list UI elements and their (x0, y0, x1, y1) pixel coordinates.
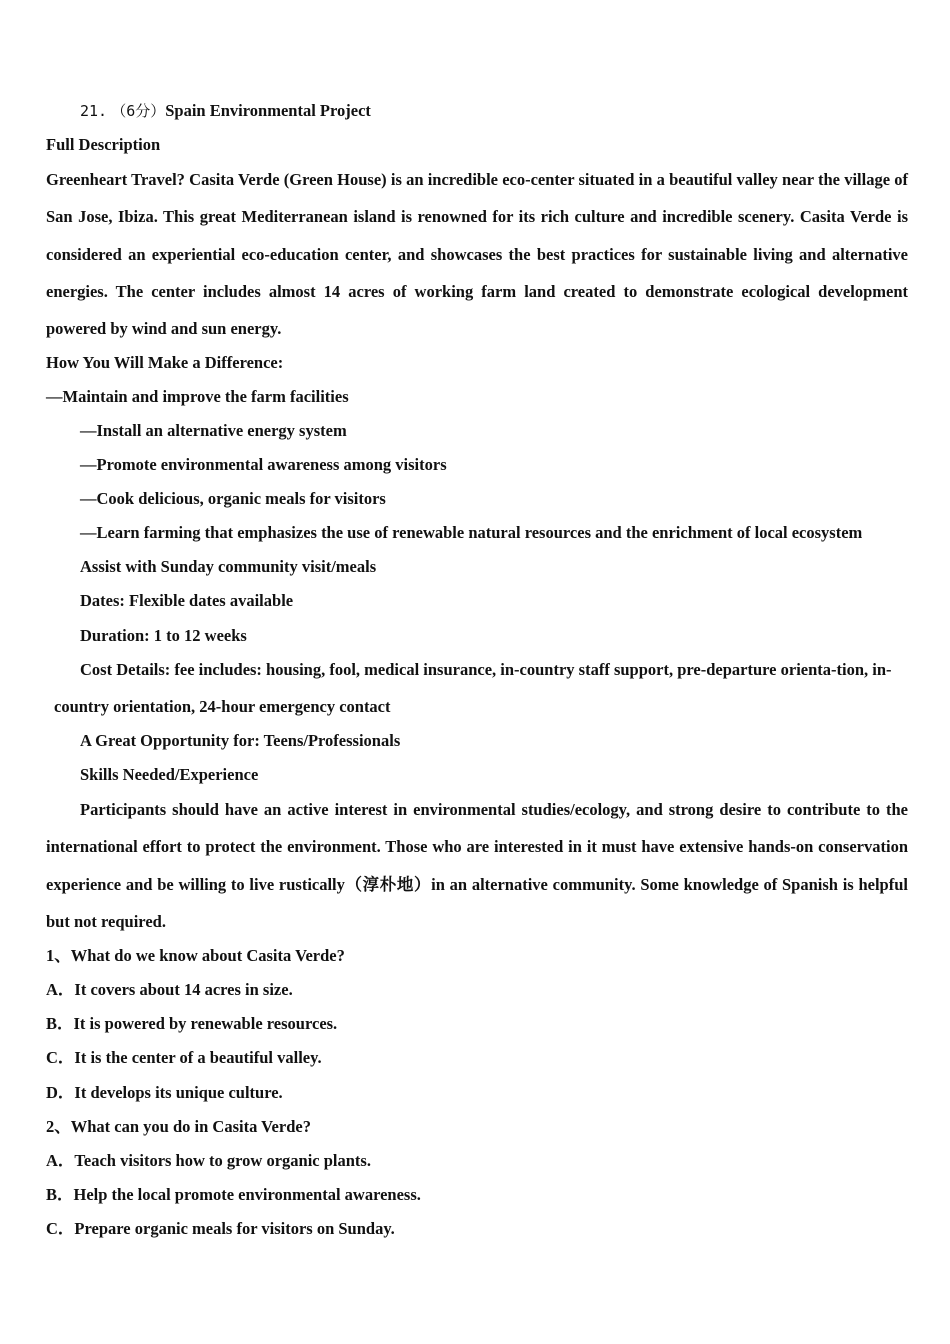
task-item: —Promote environmental awareness among visitors (80, 455, 447, 474)
question-1-option-c[interactable]: C．It is the center of a beautiful valley. (46, 1048, 322, 1067)
question-2-option-a[interactable]: A．Teach visitors how to grow organic plants. (46, 1151, 371, 1170)
duration-line: Duration: 1 to 12 weeks (80, 626, 247, 645)
question-points: （6分） (111, 102, 166, 120)
question-2-option-c[interactable]: C．Prepare organic meals for visitors on Sunday. (46, 1219, 395, 1238)
opportunity-line: A Great Opportunity for: Teens/Professionals (80, 731, 401, 750)
skills-heading: Skills Needed/Experience (80, 765, 259, 784)
question-1-option-b[interactable]: B．It is powered by renewable resources. (46, 1014, 338, 1033)
task-item: —Cook delicious, organic meals for visitors (80, 489, 386, 508)
skills-paragraph: Participants should have an active interest in environmental studies/ecology, and strong desire to contribute to the international effort to protect the environment. Those who are interested in it must have extensive hands-on conservation experience and be willing to live rustically（淳朴地）in an alternative community. Some knowledge of Spanish is helpful but not required. (46, 800, 908, 931)
question-2-stem: 2、What can you do in Casita Verde? (46, 1117, 311, 1136)
cost-details-continued: country orientation, 24-hour emergency contact (54, 697, 391, 716)
task-item: —Install an alternative energy system (80, 421, 347, 440)
task-item: —Learn farming that emphasizes the use of renewable natural resources and the enrichment of local ecosystem (80, 523, 863, 542)
difference-heading: How You Will Make a Difference: (46, 353, 284, 372)
question-1-stem: 1、What do we know about Casita Verde? (46, 946, 345, 965)
task-item: Assist with Sunday community visit/meals (80, 557, 377, 576)
full-description-heading: Full Description (46, 135, 161, 154)
question-title: Spain Environmental Project (165, 101, 371, 120)
task-item: —Maintain and improve the farm facilities (46, 387, 349, 406)
question-2-option-b[interactable]: B．Help the local promote environmental awareness. (46, 1185, 421, 1204)
intro-paragraph: Greenheart Travel? Casita Verde (Green House) is an incredible eco-center situated in a beautiful valley near the village of San Jose, Ibiza. This great Mediterranean island is renowned for its rich culture and incredible scenery. Casita Verde is considered an experiential eco-education center, and showcases the best practices for sustainable living and alternative energies. The center includes almost 14 acres of working farm land created to demonstrate ecological development powered by wind and sun energy. (46, 170, 908, 339)
question-number: 21. (80, 102, 108, 120)
dates-line: Dates: Flexible dates available (80, 591, 294, 610)
cost-details-line: Cost Details: fee includes: housing, fool, medical insurance, in-country staff support, pre-departure orienta-tion, in- (80, 660, 892, 679)
question-1-option-d[interactable]: D．It develops its unique culture. (46, 1083, 283, 1102)
question-header (80, 101, 371, 121)
question-1-option-a[interactable]: A．It covers about 14 acres in size. (46, 980, 293, 999)
